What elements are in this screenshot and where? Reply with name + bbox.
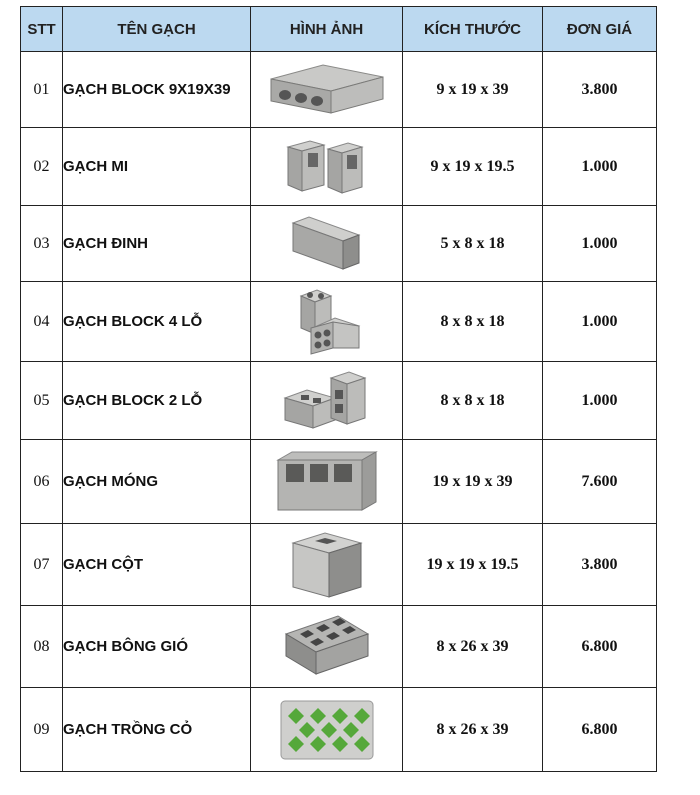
row-name: GẠCH BLOCK 2 LỖ — [63, 362, 251, 440]
row-name: GẠCH ĐINH — [63, 206, 251, 282]
row-price: 1.000 — [543, 282, 657, 362]
row-price: 3.800 — [543, 524, 657, 606]
two-hole-brick-icon — [281, 368, 373, 434]
row-name: GẠCH BÔNG GIÓ — [63, 606, 251, 688]
row-size: 19 x 19 x 19.5 — [403, 524, 543, 606]
row-size: 19 x 19 x 39 — [403, 440, 543, 524]
row-name: GẠCH MÓNG — [63, 440, 251, 524]
row-size: 8 x 26 x 39 — [403, 606, 543, 688]
row-price: 7.600 — [543, 440, 657, 524]
header-image: HÌNH ẢNH — [251, 7, 403, 52]
row-name: GẠCH BLOCK 9X19X39 — [63, 52, 251, 128]
row-size: 8 x 8 x 18 — [403, 282, 543, 362]
table-row — [21, 440, 657, 524]
row-name: GẠCH MI — [63, 128, 251, 206]
header-size: KÍCH THƯỚC — [403, 7, 543, 52]
row-size: 9 x 19 x 39 — [403, 52, 543, 128]
vent-brick-icon — [282, 612, 372, 682]
four-hole-brick-icon — [287, 286, 367, 358]
row-size: 5 x 8 x 18 — [403, 206, 543, 282]
row-name: GẠCH TRỒNG CỎ — [63, 688, 251, 772]
table-row — [21, 524, 657, 606]
row-size: 8 x 26 x 39 — [403, 688, 543, 772]
row-size: 8 x 8 x 18 — [403, 362, 543, 440]
table-row — [21, 688, 657, 772]
table-row — [21, 282, 657, 362]
row-stt: 02 — [21, 128, 63, 206]
row-size: 9 x 19 x 19.5 — [403, 128, 543, 206]
row-price: 6.800 — [543, 606, 657, 688]
row-stt: 07 — [21, 524, 63, 606]
row-stt: 05 — [21, 362, 63, 440]
twin-block-brick-icon — [282, 135, 372, 199]
row-stt: 04 — [21, 282, 63, 362]
header-name: TÊN GẠCH — [63, 7, 251, 52]
foundation-block-icon — [272, 448, 382, 516]
hollow-slab-brick-icon — [265, 61, 389, 119]
row-name: GẠCH BLOCK 4 LỖ — [63, 282, 251, 362]
table-row — [21, 362, 657, 440]
row-stt: 06 — [21, 440, 63, 524]
table-header-row — [21, 7, 657, 52]
row-stt: 09 — [21, 688, 63, 772]
table-row — [21, 128, 657, 206]
table-row — [21, 606, 657, 688]
row-price: 6.800 — [543, 688, 657, 772]
grass-paver-icon — [278, 698, 376, 762]
column-block-icon — [285, 529, 369, 601]
row-stt: 03 — [21, 206, 63, 282]
row-price: 1.000 — [543, 128, 657, 206]
header-stt: STT — [21, 7, 63, 52]
solid-brick-icon — [287, 213, 367, 275]
table-row — [21, 206, 657, 282]
table-row — [21, 52, 657, 128]
brick-price-table — [20, 6, 657, 772]
row-price: 1.000 — [543, 206, 657, 282]
row-stt: 01 — [21, 52, 63, 128]
row-price: 3.800 — [543, 52, 657, 128]
row-price: 1.000 — [543, 362, 657, 440]
row-stt: 08 — [21, 606, 63, 688]
row-name: GẠCH CỘT — [63, 524, 251, 606]
header-price: ĐƠN GIÁ — [543, 7, 657, 52]
